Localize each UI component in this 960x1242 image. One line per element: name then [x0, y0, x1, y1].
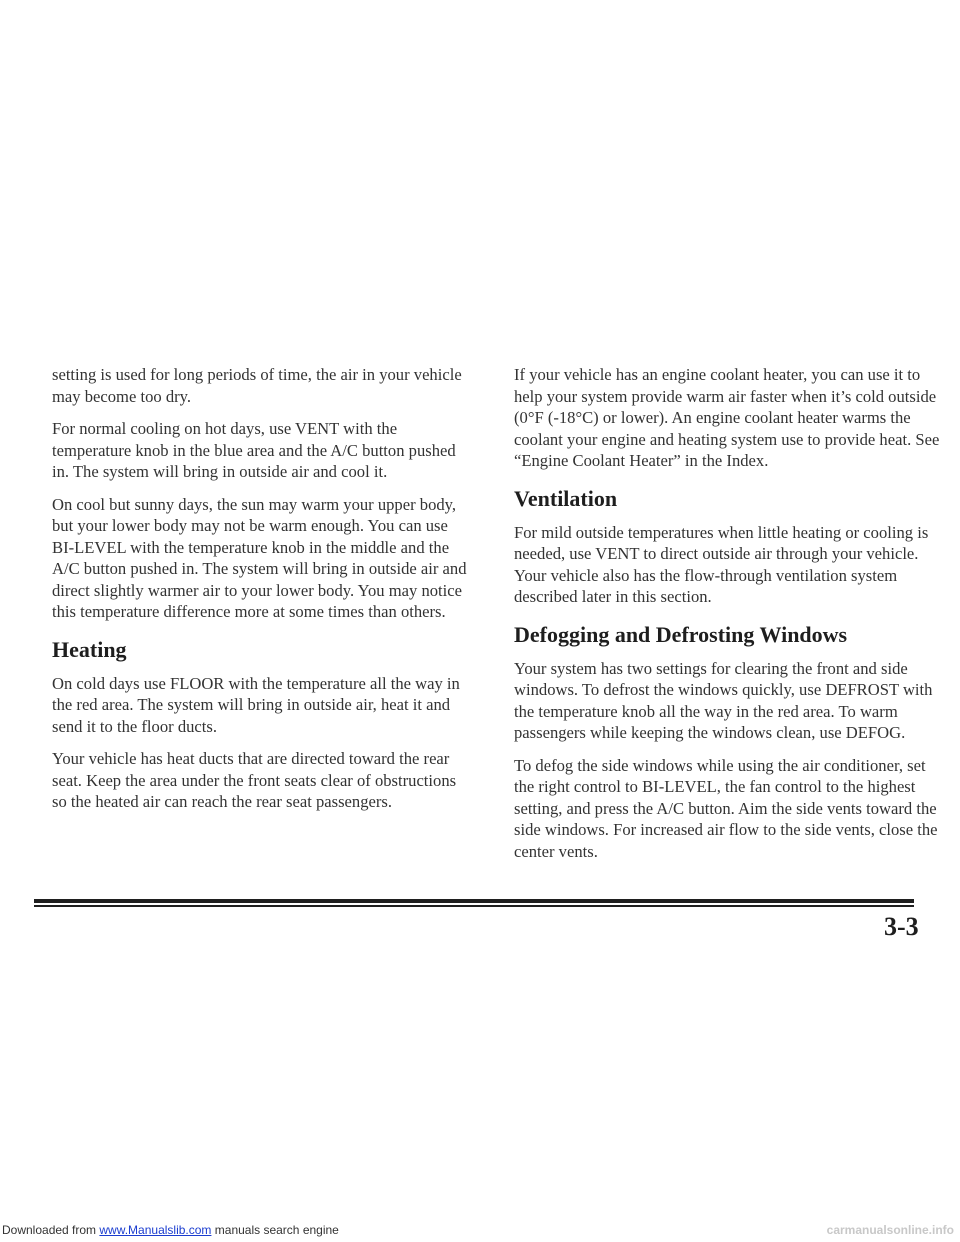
- paragraph-defrost-settings: Your system has two settings for clearing the front and side windows. To defrost the windows quickly, use DEFROST with the temperature knob all the way in the red area. To warm passengers while keeping the windows clean, use DEFOG.: [514, 658, 933, 742]
- paragraph-ventilation: For mild outside temperatures when little heating or cooling is needed, use VENT to direct outside air through your vehicle. Your vehicle also has the flow-through ventilation system described later in this section.: [514, 522, 929, 606]
- download-footer: [0, 1218, 960, 1242]
- paragraph-bilevel: On cool but sunny days, the sun may warm your upper body, but your lower body may not be warm enough. You can use BI-LEVEL with the temperature knob in the middle and the A/C button pushed in. The system will bring in outside air and direct slightly warmer air to your lower body. You may notice this temperature difference more at some times than others.: [52, 494, 467, 621]
- heading-ventilation: Ventilation: [514, 485, 618, 511]
- heading-heating: Heating: [52, 636, 127, 662]
- watermark: carmanualsonline.info: [826, 1223, 954, 1237]
- footer-source: [2, 1218, 339, 1242]
- paragraph-normal-cooling: For normal cooling on hot days, use VENT with the temperature knob in the blue area and the A/C button pushed in. The system will bring in outside air and cool it.: [52, 419, 456, 481]
- footer-prefix: Downloaded from: [2, 1223, 100, 1237]
- paragraph-defog-side-windows: To defog the side windows while using the air conditioner, set the right control to BI-LEVEL, the fan control to the highest setting, and press the A/C button. Aim the side vents toward the side windows. For increased air flow to the side vents, close the center vents.: [514, 755, 938, 861]
- paragraph-coolant-heater: If your vehicle has an engine coolant heater, you can use it to help your system provide warm air faster when it’s cold outside (0°F (-18°C) or lower). An engine coolant heater warms the coolant your engine and heating system use to provide heat. See “Engine Coolant Heater” in the Index.: [514, 365, 940, 470]
- footer-suffix: manuals search engine: [211, 1223, 339, 1237]
- heading-defogging: Defogging and Defrosting Windows: [514, 621, 848, 647]
- footer-rule-thick: [34, 899, 914, 903]
- footer-rule: [34, 899, 914, 907]
- manualslib-link[interactable]: www.Manualslib.com: [99, 1223, 212, 1237]
- paragraph-floor-heating: On cold days use FLOOR with the temperature all the way in the red area. The system will bring in outside air, heat it and send it to the floor ducts.: [52, 673, 460, 736]
- page-number: 3-3: [884, 912, 919, 941]
- paragraph-heat-ducts: Your vehicle has heat ducts that are directed toward the rear seat. Keep the area under the front seats clear of obstructions so the heated air can reach the rear seat passengers.: [52, 749, 457, 811]
- right-column: [514, 364, 942, 873]
- footer-rule-thin: [34, 905, 914, 907]
- paragraph-dry-air: setting is used for long periods of time, the air in your vehicle may become too dry.: [52, 365, 462, 406]
- left-column: [52, 364, 472, 824]
